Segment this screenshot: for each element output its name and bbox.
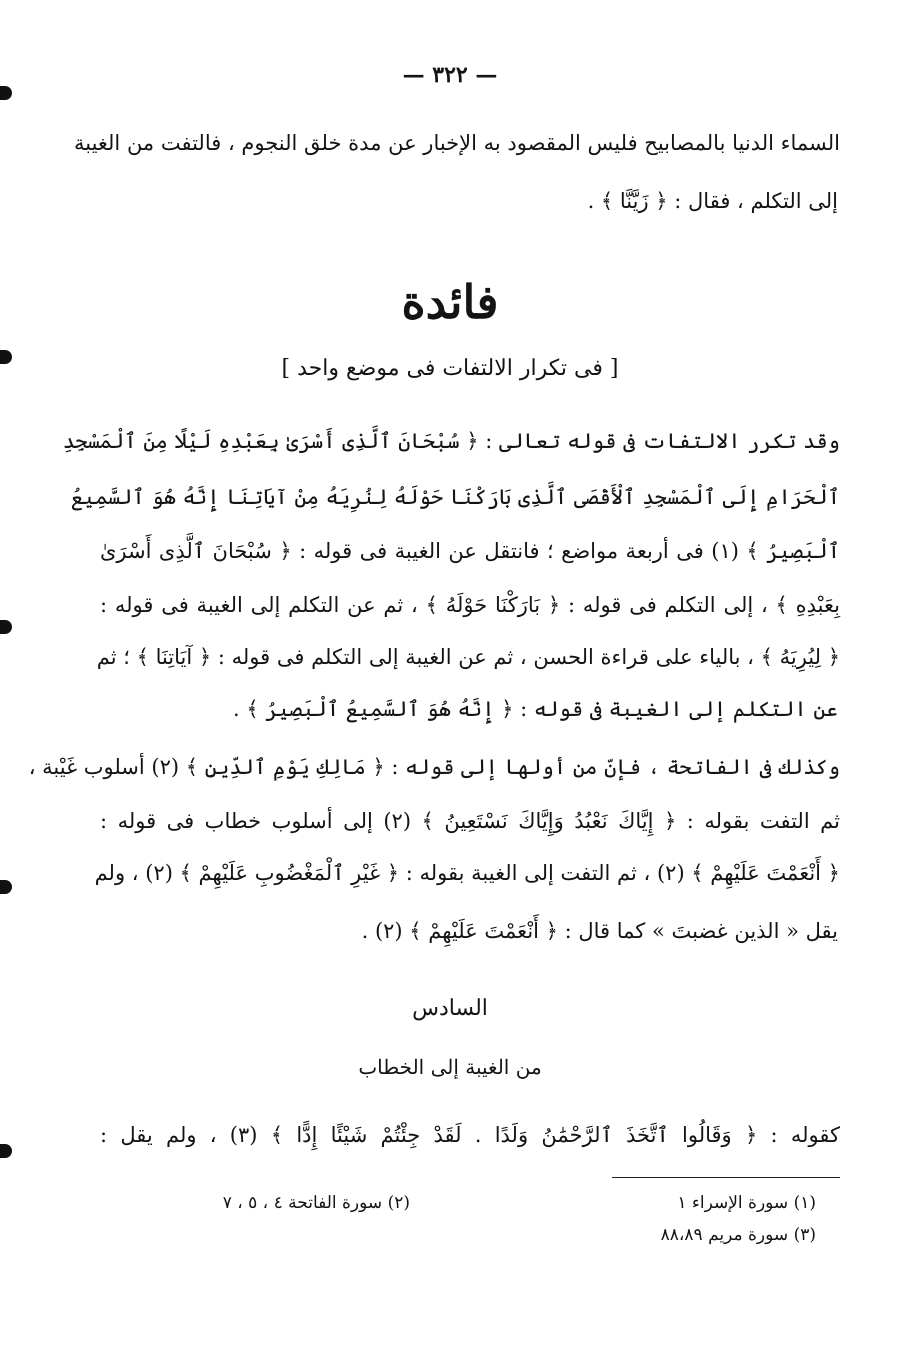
binding-mark — [0, 620, 12, 634]
text-line: بِعَبْدِهِ ﴾ ، إلى التكلم فى قوله : ﴿ بَارَكْنَا حَوْلَهُ ﴾ ، ثم عن التكلم إلى الغيبة فى قوله : — [100, 593, 840, 617]
page-number: — ٣٢٢ — — [402, 62, 498, 88]
text-line: إلى التكلم ، فقال : ﴿ زَيَّنَّا ﴾ . — [587, 189, 838, 213]
text-line: ﴿ أَنْعَمْتَ عَلَيْهِمْ ﴾ (٢) ، ثم التفت إلى الغيبة بقوله : ﴿ غَيْرِ ٱلْمَغْضُوبِ عَلَيْهِمْ ﴾ (٢) ، ولم — [94, 861, 840, 885]
text-line: كقوله : ﴿ وَقَالُوا ٱتَّخَذَ ٱلرَّحْمَٰنُ وَلَدًا . لَقَدْ جِئْتُمْ شَيْئًا إِدًّا ﴾ (٣) ، ولم يقل : — [100, 1123, 840, 1147]
text-line: وقد تكرر الالتفات فى قوله تعالى : ﴿ سُبْحَانَ ٱلَّذِى أَسْرَىٰ بِعَبْدِهِ لَيْلًا مِنَ ٱلْمَسْجِدِ — [62, 429, 840, 453]
binding-mark — [0, 880, 12, 894]
binding-mark — [0, 86, 12, 100]
text-line: ٱلْحَرَامِ إِلَى ٱلْمَسْجِدِ ٱلْأَقْصَى ٱلَّذِى بَارَكْنَا حَوْلَهُ لِنُرِيَهُ مِنْ آيَاتِنَا إِنَّهُ هُوَ ٱلسَّمِيعُ — [70, 485, 840, 509]
section-subtitle: من الغيبة إلى الخطاب — [358, 1055, 542, 1079]
text-line: السماء الدنيا بالمصابيح فليس المقصود به الإخبار عن مدة خلق النجوم ، فالتفت من الغيبة — [73, 131, 840, 155]
section-title: السادس — [412, 996, 488, 1021]
text-line: عن التكلم إلى الغيبة فى قوله : ﴿ إِنَّهُ هُوَ ٱلسَّمِيعُ ٱلْبَصِيرُ ﴾ . — [232, 697, 838, 721]
footnote-divider — [612, 1177, 840, 1178]
text-line: ثم التفت بقوله : ﴿ إِيَّاكَ نَعْبُدُ وَإِيَّاكَ نَسْتَعِينُ ﴾ (٢) إلى أسلوب خطاب فى قوله : — [100, 809, 840, 833]
section-heading: فائدة — [401, 275, 499, 329]
footnote: (١) سورة الإسراء ١ — [677, 1193, 816, 1213]
text-line: يقل « الذين غضبتَ » كما قال : ﴿ أَنْعَمْتَ عَلَيْهِمْ ﴾ (٢) . — [361, 919, 838, 943]
binding-mark — [0, 1144, 12, 1158]
text-line: ٱلْبَصِيرُ ﴾ (١) فى أربعة مواضع ؛ فانتقل عن الغيبة فى قوله : ﴿ سُبْحَانَ ٱلَّذِى أَسْرَىٰ — [100, 539, 840, 563]
section-subheading: [ فى تكرار الالتفات فى موضع واحد ] — [281, 356, 619, 381]
text-line: وكذلك فى الفاتحة ، فإنّ من أولها إلى قوله : ﴿ مَالِكِ يَوْمِ ٱلدِّينِ ﴾ (٢) أسلوب غَيْبة ، — [28, 755, 840, 779]
text-line: ﴿ لِيُرِيَهُ ﴾ ، بالياء على قراءة الحسن ، ثم عن الغيبة إلى التكلم فى قوله : ﴿ آيَاتِنَا ﴾ ؛ ثم — [96, 645, 840, 669]
footnote: (٢) سورة الفاتحة ٤ ، ٥ ، ٧ — [222, 1193, 410, 1213]
footnote: (٣) سورة مريم ٨٨،٨٩ — [660, 1225, 816, 1245]
